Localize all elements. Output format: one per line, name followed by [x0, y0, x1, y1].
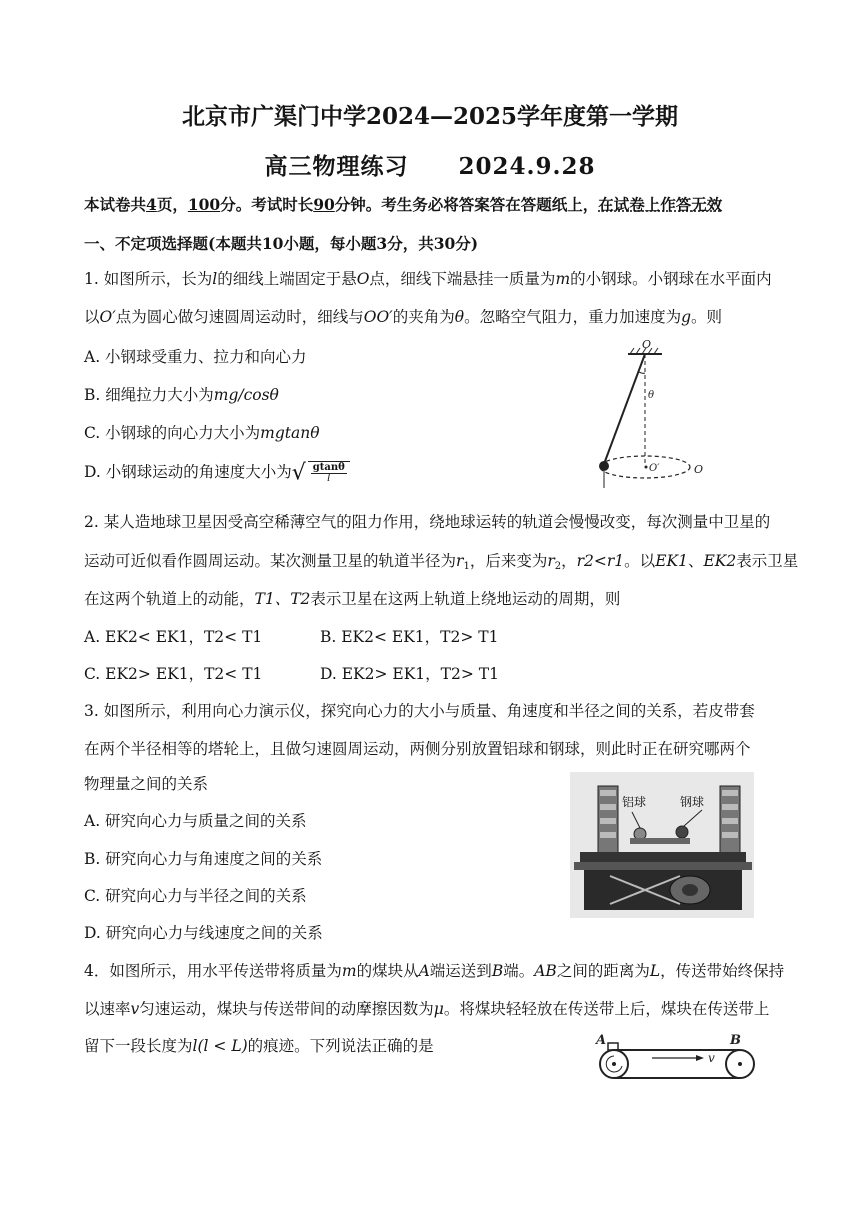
q3-option-a[interactable]: A. 研究向心力与质量之间的关系	[84, 812, 307, 830]
subtitle-text: 高三物理练习	[264, 153, 409, 180]
q1-t4: 的小钢球。小钢球在水平面内	[570, 270, 772, 288]
q4-var-v: v	[130, 1000, 140, 1018]
exam-date: 2024.9.28	[458, 153, 596, 180]
q1-var-l: l	[212, 270, 218, 288]
q1-optc-math: mgtanθ	[260, 424, 320, 442]
q2-option-c[interactable]: C. EK2> EK1，T2< T1	[84, 665, 263, 683]
q2-ek1: EK1	[655, 552, 688, 570]
q4-t8: 匀速运动，煤块与传送带间的动摩擦因数为	[139, 1000, 434, 1018]
q1-t9: 。则	[691, 308, 723, 326]
q1-option-d[interactable]	[84, 460, 350, 486]
q2-option-d[interactable]: D. EK2> EK1，T2> T1	[320, 665, 499, 683]
instr-score: 100	[187, 195, 221, 214]
q4-t10: 留下一段长度为	[84, 1037, 193, 1055]
instr-minutes: 90	[313, 195, 335, 214]
q4-t3: 端运送到	[429, 962, 492, 980]
q2-r1-sub: 1	[463, 561, 470, 572]
q1-optd-den: l	[327, 473, 331, 484]
q3-stem-line2: 在两个半径相等的塔轮上，且做匀速圆周运动，两侧分别放置铝球和钢球，则此时正在研究哪两个	[84, 740, 751, 758]
q1-var-m: m	[555, 270, 571, 288]
q1-optb-math: mg/cosθ	[213, 386, 279, 404]
q1-optd-text: D. 小钢球运动的角速度大小为	[84, 463, 292, 481]
fig-label-O-right: O	[694, 463, 704, 476]
q2-ek2: EK2	[703, 552, 737, 570]
instr-mid1: 页，	[156, 195, 188, 214]
q1-option-a[interactable]: A. 小钢球受重力、拉力和向心力	[84, 348, 307, 366]
q3-option-c[interactable]: C. 研究向心力与半径之间的关系	[84, 887, 307, 905]
instructions	[84, 193, 722, 215]
q3-stem-line1: 3. 如图所示，利用向心力演示仪，探究向心力的大小与质量、角速度和半径之间的关系，若皮带套	[84, 702, 755, 720]
q4-stem-line1	[84, 959, 784, 981]
q1-stem-line1	[84, 267, 772, 289]
fig-label-theta: θ	[648, 390, 655, 401]
instr-pre: 本试卷共	[84, 195, 147, 214]
instr-mid3: 分钟。考生务必将答案答在答题纸上，	[334, 195, 599, 214]
q4-var-AB: AB	[534, 962, 557, 980]
q1-option-c[interactable]	[84, 421, 320, 443]
q4-t11: 的痕迹。下列说法正确的是	[247, 1037, 434, 1055]
q1-t5: 以	[84, 308, 100, 326]
q4-stem-line2	[84, 997, 769, 1019]
sqrt-symbol: √	[291, 460, 306, 486]
q2-option-a[interactable]: A. EK2< EK1，T2< T1	[84, 628, 263, 646]
q2-t12: T1、T2	[254, 590, 311, 608]
q2-stem-line1: 2. 某人造地球卫星因受高空稀薄空气的阻力作用，绕地球运转的轨道会慢慢改变，每次测量中卫星的	[84, 513, 771, 531]
instr-warning: 在试卷上作答无效	[598, 195, 723, 214]
q2-r2-sub: 2	[554, 561, 562, 572]
q4-t9: 。将煤块轻轻放在传送带上后，煤块在传送带上	[443, 1000, 770, 1018]
q3-option-d[interactable]: D. 研究向心力与线速度之间的关系	[84, 924, 323, 942]
q2-r2: r	[547, 552, 555, 570]
instr-pages: 4	[146, 195, 157, 214]
q1-t1: 1. 如图所示，长为	[84, 270, 213, 288]
q3-stem-line3: 物理量之间的关系	[84, 775, 209, 793]
q2-t5: 在这两个轨道上的动能，	[84, 590, 255, 608]
q4-t4: 端。	[503, 962, 535, 980]
q4-var-m: m	[341, 962, 357, 980]
q2-stem-line3	[84, 587, 620, 609]
q4-condition: l(l < L)	[192, 1037, 248, 1055]
q1-var-theta: θ	[454, 308, 465, 326]
q2-r1: r	[456, 552, 464, 570]
q1-optd-fraction	[311, 462, 347, 484]
q2-stem-line2: 运动可近似看作圆周运动。某次测量卫星的轨道半径为$r_1$，后来变为$r_2$，r2<r1。以EK1、EK2表示卫星	[84, 552, 799, 572]
q1-t6: 点为圆心做匀速圆周运动时，细线与	[115, 308, 364, 326]
q1-option-b[interactable]	[84, 383, 279, 405]
fig-label-Oprime: O′	[649, 463, 660, 474]
q2-t1: 运动可近似看作圆周运动。某次测量卫星的轨道半径为	[84, 552, 457, 570]
q3-option-b[interactable]: B. 研究向心力与角速度之间的关系	[84, 850, 323, 868]
exam-title: 北京市广渠门中学2024—2025学年度第一学期	[181, 103, 679, 130]
q4-t6: ，传送带始终保持	[660, 962, 785, 980]
q2-option-b[interactable]: B. EK2< EK1，T2> T1	[320, 628, 499, 646]
q1-t3: 点，细线下端悬挂一质量为	[369, 270, 556, 288]
q1-var-O: O	[356, 270, 370, 288]
q4-t7: 以速率	[84, 1000, 131, 1018]
q1-var-Op: O′	[99, 308, 116, 326]
q1-t7: 的夹角为	[392, 308, 455, 326]
q2-t3: 。以	[624, 552, 656, 570]
q1-t8: 。忽略空气阻力，重力加速度为	[464, 308, 682, 326]
q1-optd-num: gtanθ	[312, 462, 345, 473]
q1-optc-text: C. 小钢球的向心力大小为	[84, 424, 261, 442]
q4-var-A: A	[418, 962, 430, 980]
q1-stem-line2	[84, 305, 722, 327]
instr-mid2: 分。考试时长	[220, 195, 314, 214]
q4-t2: 的煤块从	[356, 962, 419, 980]
q1-optb-text: B. 细绳拉力大小为	[84, 386, 214, 404]
fig-label-A: A	[596, 1033, 607, 1048]
q4-var-L: L	[649, 962, 661, 980]
q1-conical-pendulum-figure	[590, 340, 730, 500]
fig-label-v: v	[708, 1051, 715, 1065]
exam-subtitle	[0, 148, 860, 181]
q2-t4: 表示卫星	[736, 552, 799, 570]
q2-relation: r2<r1	[576, 552, 625, 570]
q4-var-mu: μ	[433, 1000, 444, 1018]
q4-var-B: B	[491, 962, 504, 980]
label-aluminum-ball: 铝球	[622, 795, 647, 809]
label-steel-ball: 钢球	[680, 795, 705, 809]
q3-centripetal-apparatus-photo	[570, 772, 754, 918]
q2-t6: 表示卫星在这两上轨道上绕地运动的周期，则	[310, 590, 621, 608]
q2-t2: ，后来变为	[469, 552, 548, 570]
q1-var-g: g	[681, 308, 692, 326]
fig-label-O: O	[642, 340, 652, 351]
q4-t5: 之间的距离为	[556, 962, 650, 980]
q4-t1: 4．如图所示，用水平传送带将质量为	[84, 962, 342, 980]
section-heading: 一、不定项选择题(本题共10小题，每小题3分，共30分)	[84, 234, 479, 253]
q1-t2: 的细线上端固定于悬	[217, 270, 357, 288]
q1-var-OOp: OO′	[363, 308, 393, 326]
q4-conveyor-belt-figure	[592, 1028, 762, 1084]
q4-stem-line3	[84, 1034, 434, 1056]
fig-label-B: B	[730, 1033, 741, 1048]
